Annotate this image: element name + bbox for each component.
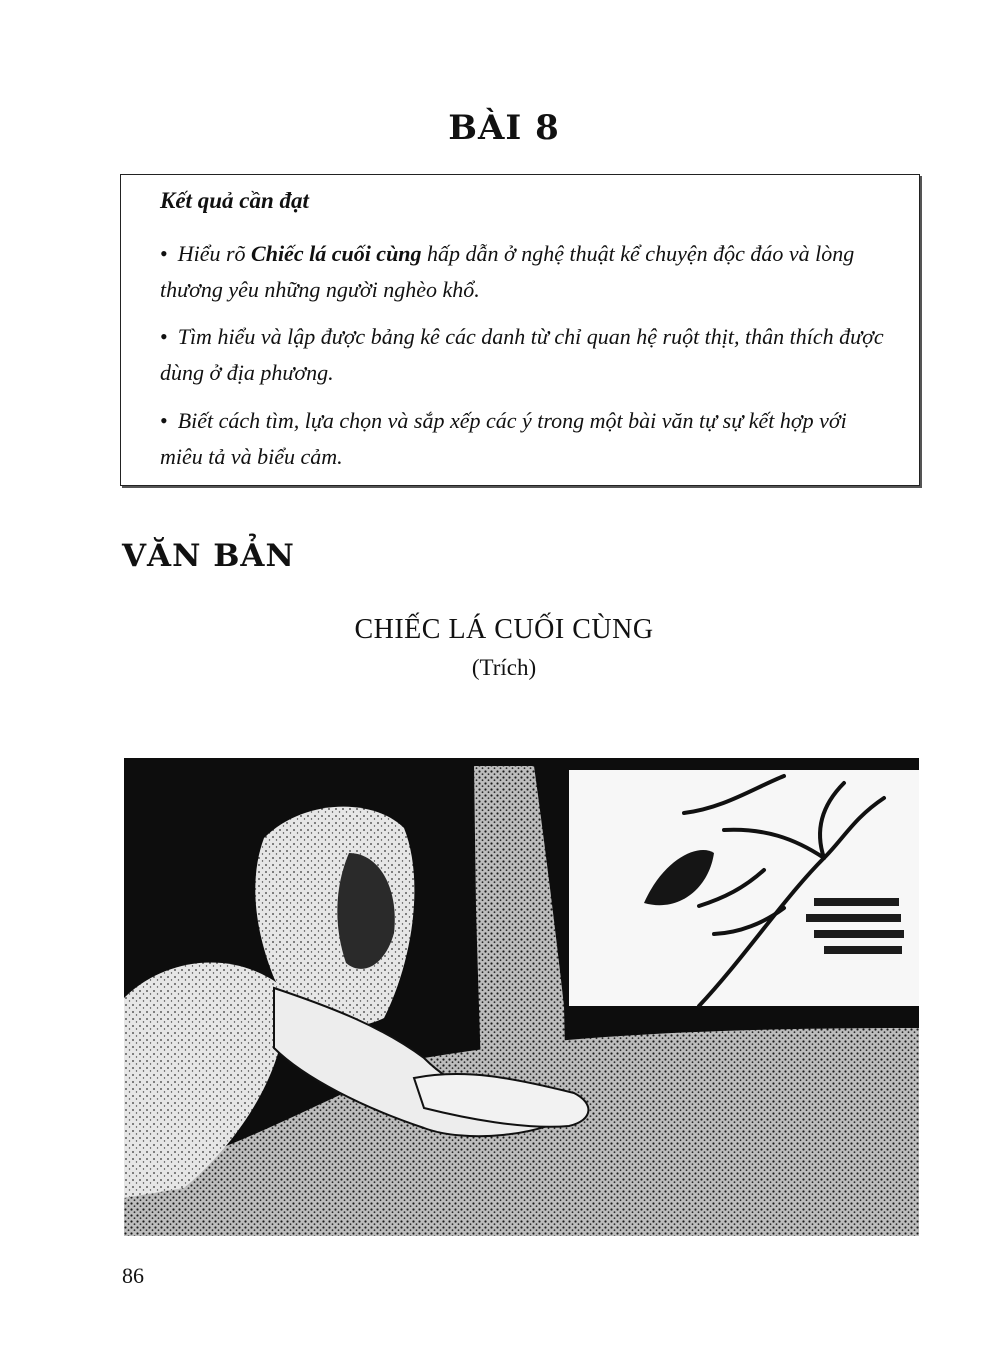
goal-text: Tìm hiểu và lập được bảng kê các danh từ chỉ quan hệ ruột thịt, thân thích được dùng ở địa phương. [160,324,884,385]
story-subtitle: (Trích) [471,655,537,680]
goal-text: Biết cách tìm, lựa chọn và sắp xếp các ý trong một bài văn tự sự kết hợp với miêu tả và biểu cảm. [160,408,847,469]
lesson-title: BÀI 8 [448,108,560,148]
goal-text-post: hấp dẫn ở nghệ thuật kể chuyện độc đáo và lòng thương yêu những người nghèo khổ. [160,241,855,302]
page-number: 86 [122,1263,144,1288]
illustration [124,758,919,1236]
story-title: CHIẾC LÁ CUỐI CÙNG [354,614,654,645]
goal-item [160,319,890,391]
goal-item [160,236,890,308]
goals-heading: Kết quả cần đạt [160,188,309,213]
goal-item [160,403,890,475]
goal-text-pre: Hiểu rõ [177,241,252,266]
section-title: VĂN BẢN [122,538,295,574]
bullet: • [160,241,168,266]
window [569,770,919,1006]
bullet: • [160,408,168,433]
story-name-bold: Chiếc lá cuối cùng [251,241,422,266]
bullet: • [160,324,168,349]
